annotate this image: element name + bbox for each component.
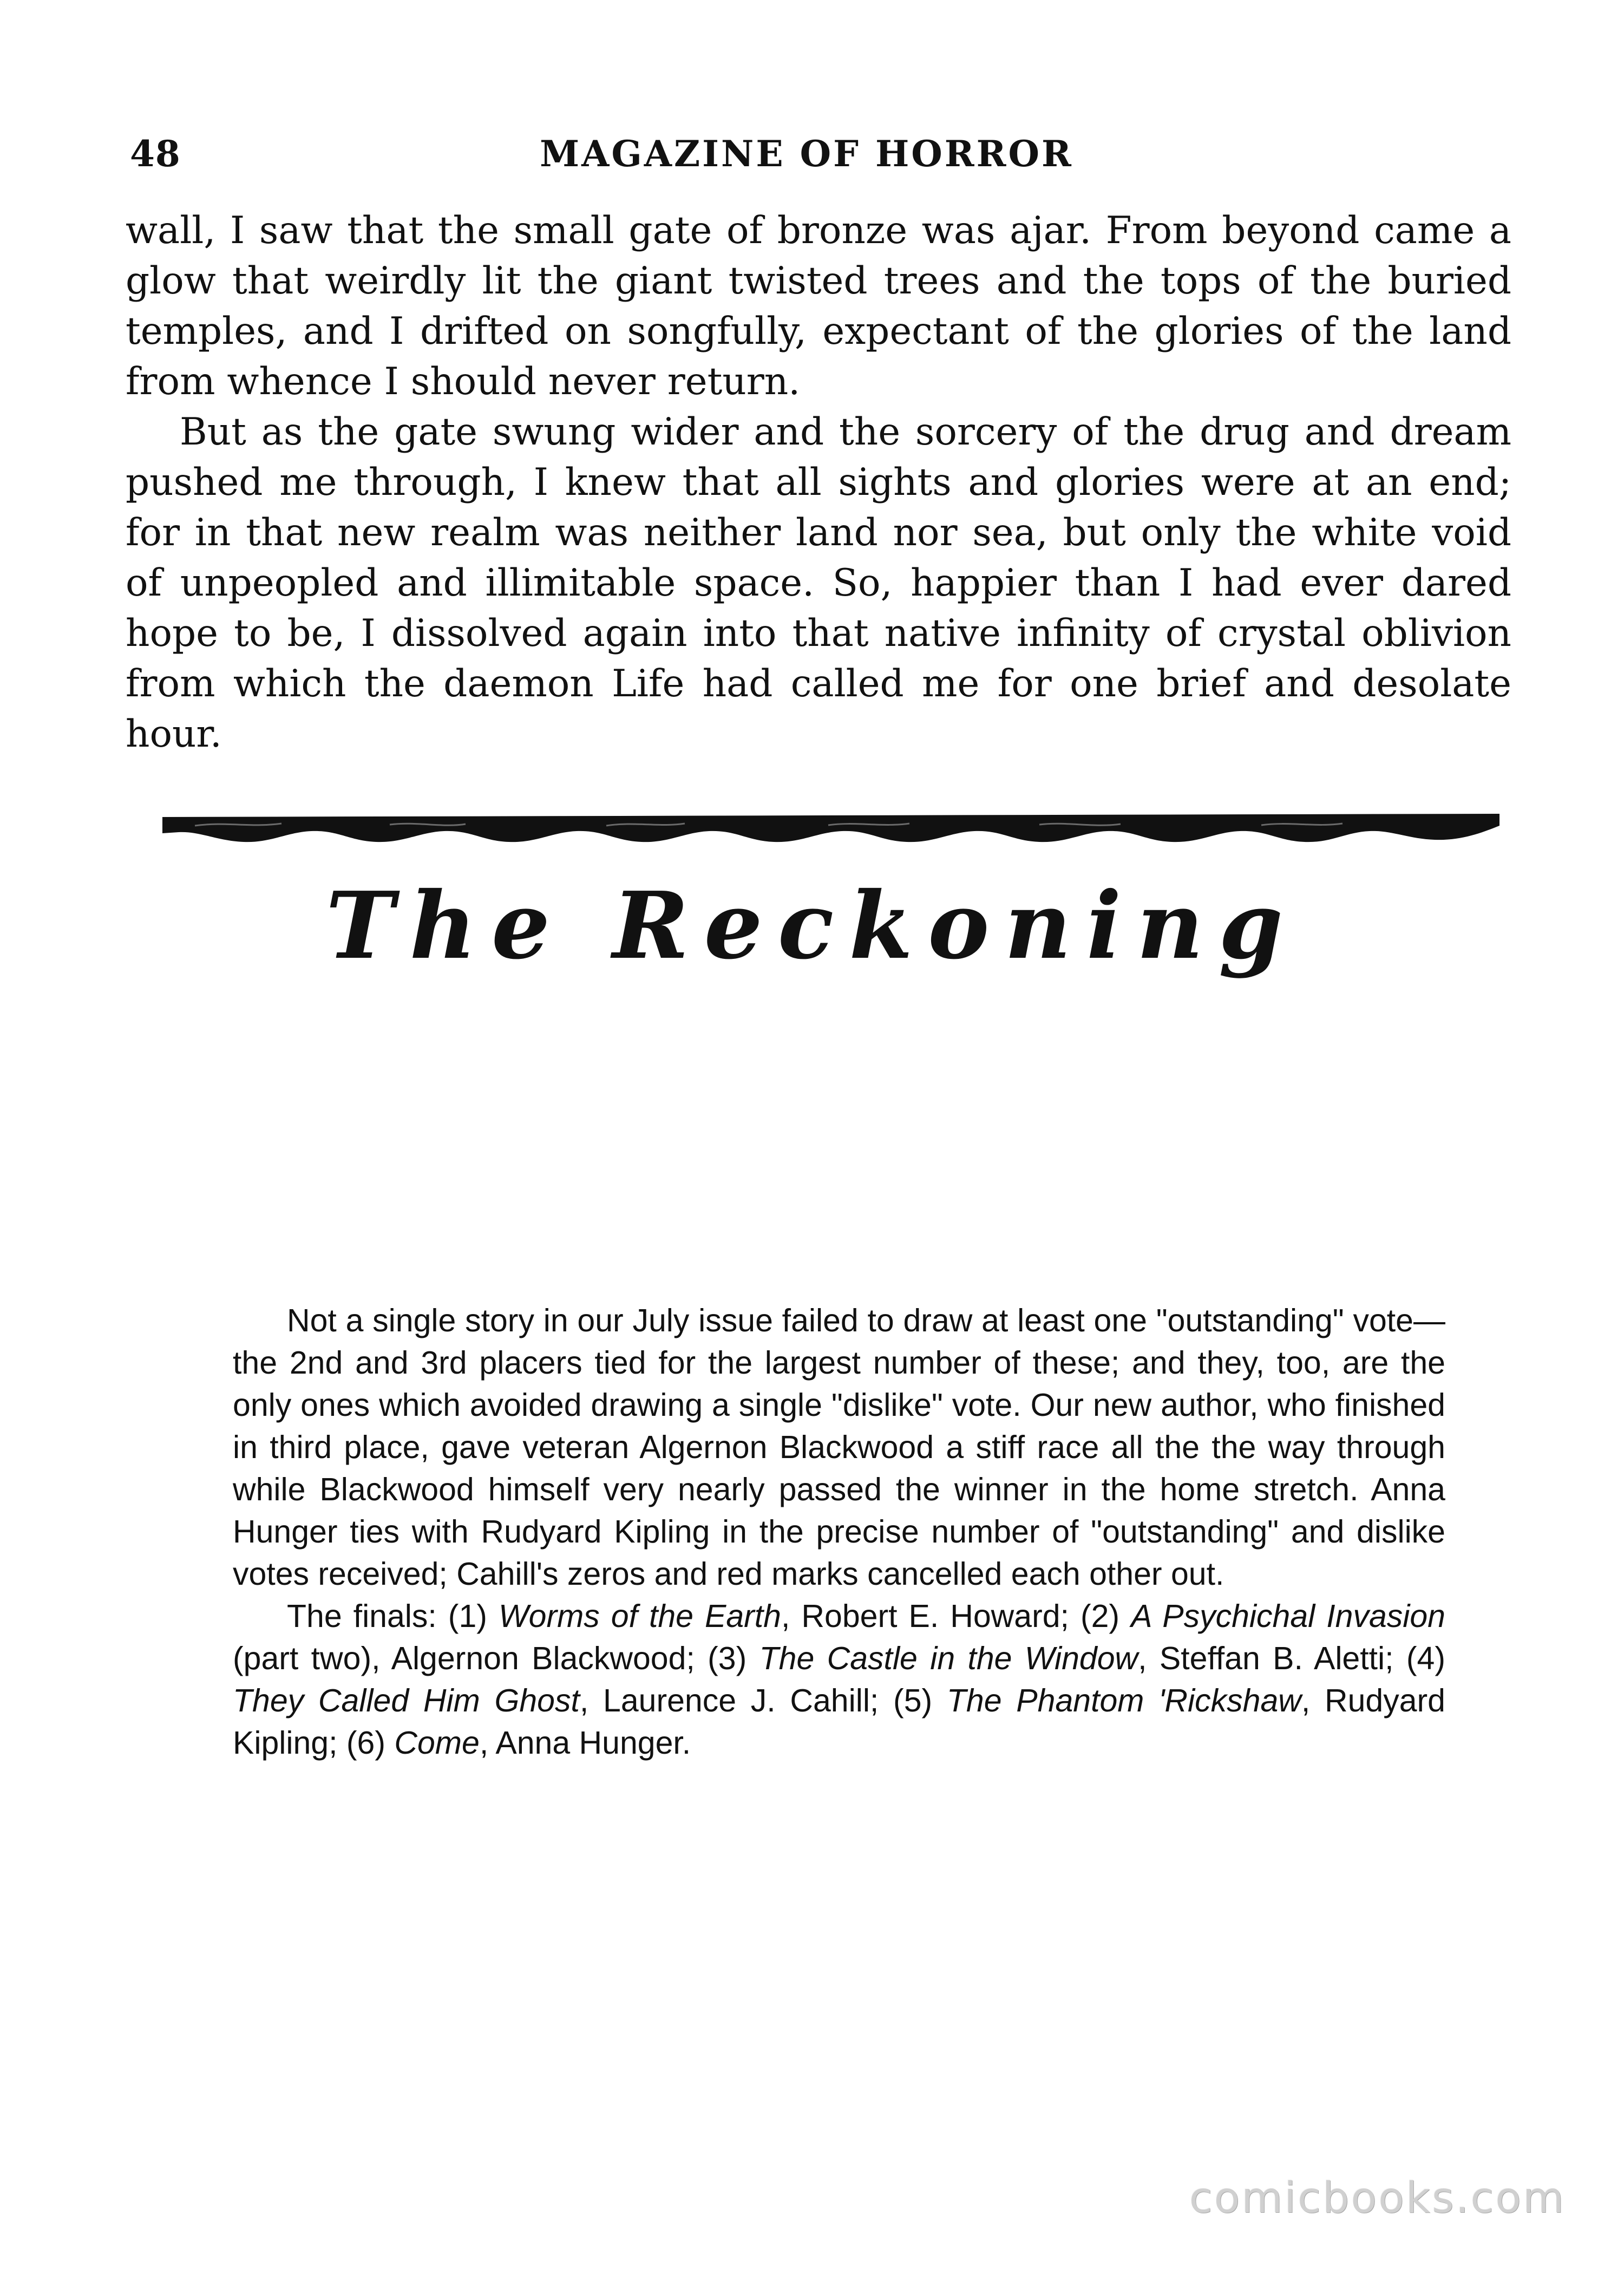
finals-title-3: The Castle in the Window xyxy=(759,1641,1138,1676)
finals-credit-6: , Anna Hunger. xyxy=(479,1725,691,1761)
reckoning-paragraph: Not a single story in our July issue failed to draw at least one "outstanding" vote—the 2nd and 3rd placers tied for the largest number of these; and they, too, are the only ones which avoided drawing a single "dislike" vote. Our new author, who finished in third place, gave veteran Algernon Blackwood a stiff race all the the way through while Blackwood himself very nearly passed the winner in the home stretch. Anna Hunger ties with Rudyard Kipling in the precise number of "outstanding" and dislike votes received; Cahill's zeros and red marks cancelled each other out. xyxy=(233,1303,1445,1592)
reckoning-text xyxy=(233,1299,1445,1764)
story-paragraph: wall, I saw that the small gate of bronze was ajar. From beyond came a glow that weirdly lit the giant twisted trees and the tops of the buried temples, and I drifted on songfully, expectant of the glories of the land from whence I should never return. xyxy=(126,209,1511,403)
watermark: comicbooks.com xyxy=(1189,2174,1566,2223)
wave-rule-ornament xyxy=(162,809,1499,853)
finals-credit-1: , Robert E. Howard; (2) xyxy=(781,1598,1120,1634)
finals-intro: The finals: (1) xyxy=(287,1598,487,1634)
page-header xyxy=(125,133,1489,187)
page-number: 48 xyxy=(130,133,181,175)
finals-credit-4: , Laurence J. Cahill; (5) xyxy=(579,1683,933,1718)
finals-title-5: The Phantom 'Rickshaw xyxy=(946,1683,1301,1718)
finals-paragraph xyxy=(233,1595,1445,1764)
finals-title-1: Worms of the Earth xyxy=(498,1598,781,1634)
finals-credit-5: , Rudyard Kipling; (6) xyxy=(233,1683,1445,1761)
story-continuation xyxy=(126,206,1511,760)
finals-credit-2: (part two), Algernon Blackwood; (3) xyxy=(233,1641,747,1676)
finals-title-6: Come xyxy=(394,1725,480,1761)
finals-credit-3: , Steffan B. Aletti; (4) xyxy=(1138,1641,1445,1676)
wave-rule-band xyxy=(162,814,1499,842)
story-paragraph: But as the gate swung wider and the sorcery of the drug and dream pushed me through, I knew that all sights and glories were at an end; for in that new realm was neither land nor sea, but only the white void of unpeopled and illimitable space. So, happier than I had ever dared hope to be, I dissolved again into that native infinity of crystal oblivion from which the daemon Life had called me for one brief and desolate hour. xyxy=(126,410,1511,756)
section-title: The Reckoning xyxy=(325,872,1299,980)
finals-title-2: A Psychichal Invasion xyxy=(1131,1598,1445,1634)
running-head: MAGAZINE OF HORROR xyxy=(540,133,1073,175)
finals-title-4: They Called Him Ghost xyxy=(233,1683,580,1718)
